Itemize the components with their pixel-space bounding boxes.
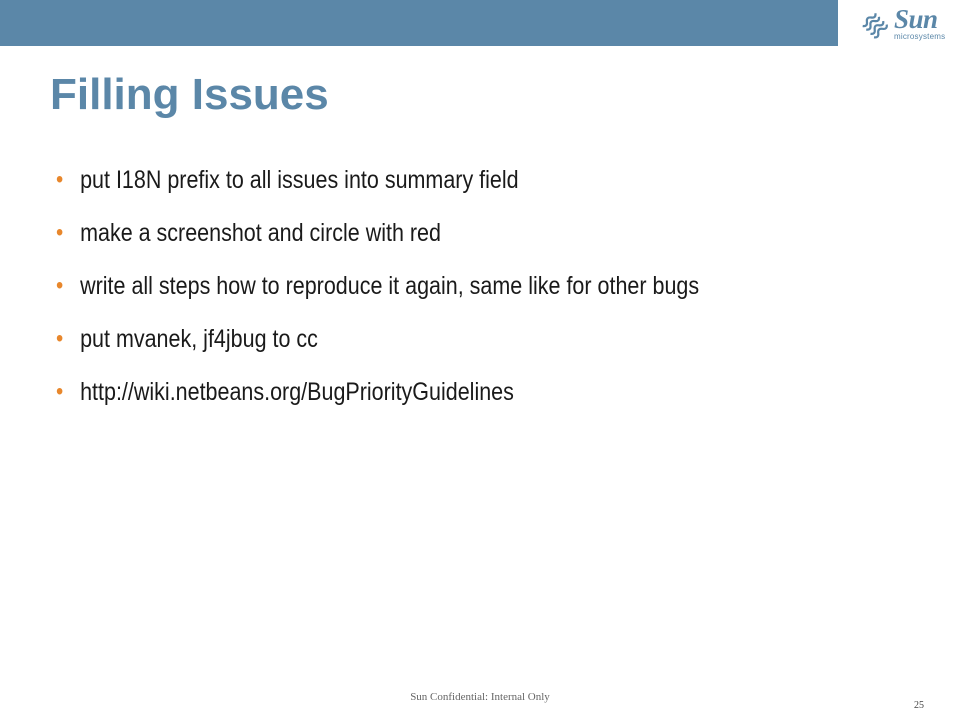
- bullet-item-link[interactable]: [56, 378, 813, 431]
- bullet-text: put I18N prefix to all issues into summary field: [80, 166, 519, 194]
- header-band-curve: [822, 0, 842, 46]
- header-band: [0, 0, 838, 46]
- slide-title: Filling Issues: [50, 70, 329, 119]
- bullet-item: [56, 166, 813, 219]
- sun-logo: [858, 6, 948, 46]
- logo-word: Sun: [894, 4, 938, 34]
- bullet-list: [56, 166, 936, 431]
- bullet-icon: •: [56, 272, 64, 299]
- bullet-text: put mvanek, jf4jbug to cc: [80, 325, 318, 353]
- sun-logo-icon: [858, 10, 890, 42]
- bullet-icon: •: [56, 166, 64, 193]
- page-number: 25: [914, 700, 924, 711]
- footer-confidential: Sun Confidential: Internal Only: [410, 691, 550, 703]
- bullet-icon: •: [56, 219, 64, 246]
- bullet-item: [56, 325, 813, 378]
- bullet-item: [56, 219, 813, 272]
- bullet-item: [56, 272, 813, 325]
- logo-subtitle: microsystems: [894, 32, 946, 41]
- bullet-link-text[interactable]: http://wiki.netbeans.org/BugPriorityGuidelines: [80, 378, 514, 406]
- bullet-text: write all steps how to reproduce it again, same like for other bugs: [80, 272, 700, 300]
- bullet-icon: •: [56, 378, 64, 405]
- bullet-icon: •: [56, 325, 64, 352]
- bullet-text: make a screenshot and circle with red: [80, 219, 441, 247]
